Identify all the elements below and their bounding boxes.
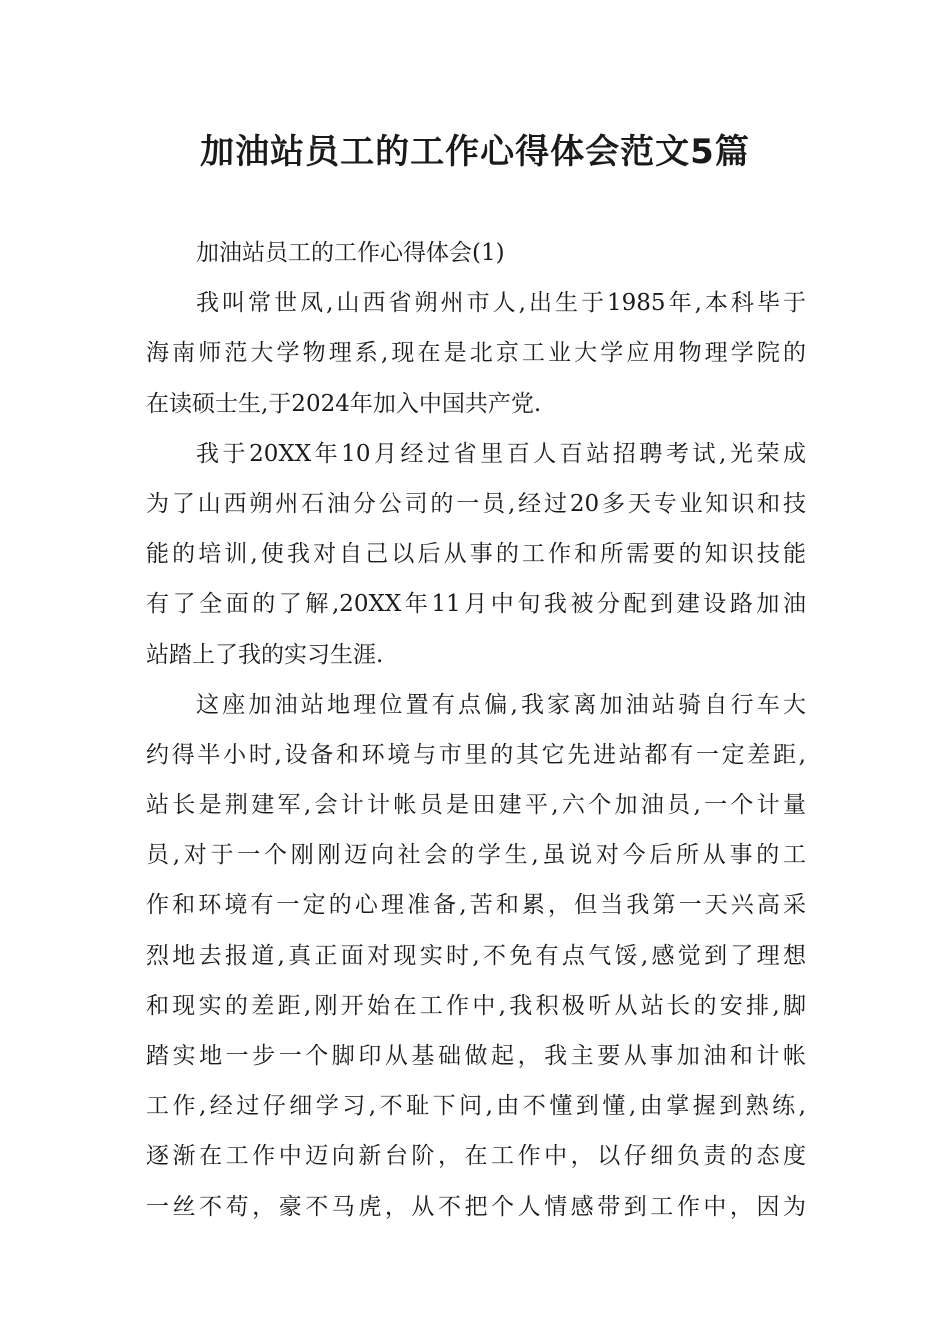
text-line: 有了全面的了解,20XX年11月中旬我被分配到建设路加油: [146, 591, 806, 618]
document-title: 加油站员工的工作心得体会范文5篇: [200, 132, 750, 172]
text-line: 加油站员工的工作心得体会(1): [196, 240, 505, 266]
text-line: 烈地去报道,真正面对现实时,不免有点气馁,感觉到了理想: [146, 942, 806, 969]
text-line: 作和环境有一定的心理准备,苦和累，但当我第一天兴高采: [146, 892, 806, 919]
text-line: 为了山西朔州石油分公司的一员,经过20多天专业知识和技: [146, 490, 806, 517]
text-line: 和现实的差距,刚开始在工作中,我积极听从站长的安排,脚: [146, 992, 806, 1019]
text-line: 在读硕士生,于2024年加入中国共产党.: [146, 390, 542, 417]
text-line: 工作,经过仔细学习,不耻下问,由不懂到懂,由掌握到熟练,: [146, 1093, 806, 1120]
text-line: 海南师范大学物理系,现在是北京工业大学应用物理学院的: [146, 340, 806, 367]
text-line: 踏实地一步一个脚印从基础做起，我主要从事加油和计帐: [146, 1043, 806, 1069]
text-line: 能的培训,使我对自己以后从事的工作和所需要的知识技能: [146, 541, 806, 568]
text-line: 我叫常世凤,山西省朔州市人,出生于1985年,本科毕于: [196, 290, 806, 317]
text-line: 逐渐在工作中迈向新台阶，在工作中，以仔细负责的态度: [146, 1143, 806, 1170]
text-line: 一丝不苟，豪不马虎，从不把个人情感带到工作中，因为: [146, 1193, 806, 1220]
text-line: 约得半小时,设备和环境与市里的其它先进站都有一定差距,: [146, 741, 806, 768]
text-line: 站踏上了我的实习生涯.: [146, 641, 384, 668]
text-line: 站长是荆建军,会计计帐员是田建平,六个加油员,一个计量: [146, 792, 806, 819]
text-line: 这座加油站地理位置有点偏,我家离加油站骑自行车大: [196, 691, 806, 718]
text-line: 我于20XX年10月经过省里百人百站招聘考试,光荣成: [196, 440, 806, 467]
document-body: [146, 228, 806, 1232]
text-line: 员,对于一个刚刚迈向社会的学生,虽说对今后所从事的工: [146, 842, 806, 869]
